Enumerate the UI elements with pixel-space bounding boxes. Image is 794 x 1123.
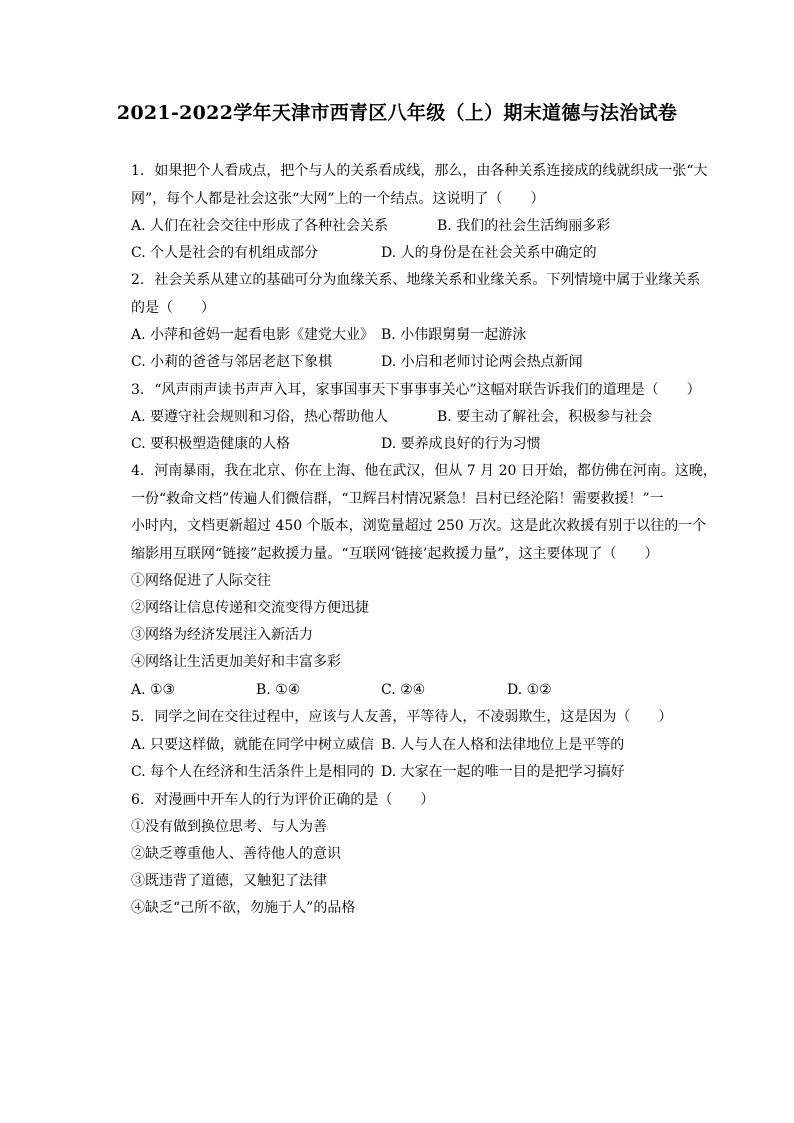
question-1-option-d: D. 人的身份是在社会关系中确定的 <box>381 245 597 261</box>
question-1-line-1: 1. 如果把个人看成点，把个与人的关系看成线，那么，由各种关系连接成的线就织成一张“大 <box>131 163 708 179</box>
question-1-line-2: 网”，每个人都是社会这张“大网”上的一个结点。这说明了（ ） <box>131 191 545 207</box>
question-4-option-c: C. ②④ <box>381 682 426 698</box>
question-6-statement-4: ④缺乏“己所不欲，勿施于人”的品格 <box>131 900 356 916</box>
question-4-option-d: D. ①② <box>507 682 552 698</box>
question-6-statement-1: ①没有做到换位思考、与人为善 <box>131 819 327 835</box>
exam-title: 2021-2022学年天津市西青区八年级（上）期末道德与法治试卷 <box>116 102 678 124</box>
question-4-statement-3: ③网络为经济发展注入新活力 <box>131 627 313 643</box>
question-number: 2. <box>131 272 145 288</box>
question-2-option-c: C. 小莉的爸爸与邻居老赵下象棋 <box>131 354 333 370</box>
question-4-line-4: 缩影用互联网“链接”起救援力量。“互联网‘链接’起救援力量”，这主要体现了（ ） <box>131 546 659 562</box>
question-5-line-1: 5. 同学之间在交往过程中，应该与人友善，平等待人，不凌弱欺生，这是因为（ ） <box>131 709 673 725</box>
question-1-option-b: B. 我们的社会生活绚丽多彩 <box>437 218 611 234</box>
question-4-statement-2: ②网络让信息传递和交流变得方便迅捷 <box>131 600 369 616</box>
question-number: 1. <box>131 163 145 179</box>
question-2-option-b: B. 小伟跟舅舅一起游泳 <box>381 327 527 343</box>
question-2-option-d: D. 小启和老师讨论两会热点新闻 <box>381 354 583 370</box>
question-6-line-1: 6. 对漫画中开车人的行为评价正确的是（ ） <box>131 792 435 808</box>
question-4-statement-4: ④网络让生活更加美好和丰富多彩 <box>131 654 341 670</box>
question-3-option-b: B. 要主动了解社会，积极参与社会 <box>437 409 653 425</box>
question-5-option-a: A. 只要这样做，就能在同学中树立威信 <box>131 737 375 753</box>
question-5-option-b: B. 人与人在人格和法律地位上是平等的 <box>381 737 625 753</box>
question-5-option-c: C. 每个人在经济和生活条件上是相同的 <box>131 764 375 780</box>
question-6-statement-2: ②缺乏尊重他人、善待他人的意识 <box>131 846 341 862</box>
question-number: 5. <box>131 709 145 725</box>
question-4-statement-1: ①网络促进了人际交往 <box>131 573 271 589</box>
question-number: 6. <box>131 792 145 808</box>
question-1-option-a: A. 人们在社会交往中形成了各种社会关系 <box>131 218 389 234</box>
question-4-line-2: 一份“救命文档”传遍人们微信群，“卫辉吕村情况紧急！吕村已经沦陷！需要救援！”一 <box>131 491 664 507</box>
question-2-line-2: 的是（ ） <box>131 300 215 316</box>
question-2-line-1: 2. 社会关系从建立的基础可分为血缘关系、地缘关系和业缘关系。下列情境中属于业缘关系 <box>131 272 701 288</box>
question-5-option-d: D. 大家在一起的唯一目的是把学习搞好 <box>381 764 625 780</box>
question-3-option-c: C. 要积极塑造健康的人格 <box>131 436 291 452</box>
question-4-line-1: 4. 河南暴雨，我在北京、你在上海、他在武汉，但从 7 月 20 日开始，都仿佛在河南。这晚， <box>131 463 717 479</box>
question-3-line-1: 3. “风声雨声读书声声入耳，家事国事天下事事事关心”这幅对联告诉我们的道理是（ ） <box>131 382 701 398</box>
question-3-option-a: A. 要遵守社会规则和习俗，热心帮助他人 <box>131 409 389 425</box>
question-3-option-d: D. 要养成良好的行为习惯 <box>381 436 541 452</box>
question-4-line-3: 小时内，文档更新超过 450 个版本，浏览量超过 250 万次。这是此次救援有别于以往的一个 <box>131 518 707 534</box>
question-number: 3. <box>131 382 145 398</box>
question-2-option-a: A. 小萍和爸妈一起看电影《建党大业》 <box>131 327 375 343</box>
question-1-option-c: C. 个人是社会的有机组成部分 <box>131 245 319 261</box>
question-4-option-b: B. ①④ <box>256 682 301 698</box>
question-number: 4. <box>131 463 145 479</box>
question-4-option-a: A. ①③ <box>131 682 176 698</box>
question-6-statement-3: ③既违背了道德，又触犯了法律 <box>131 873 327 889</box>
